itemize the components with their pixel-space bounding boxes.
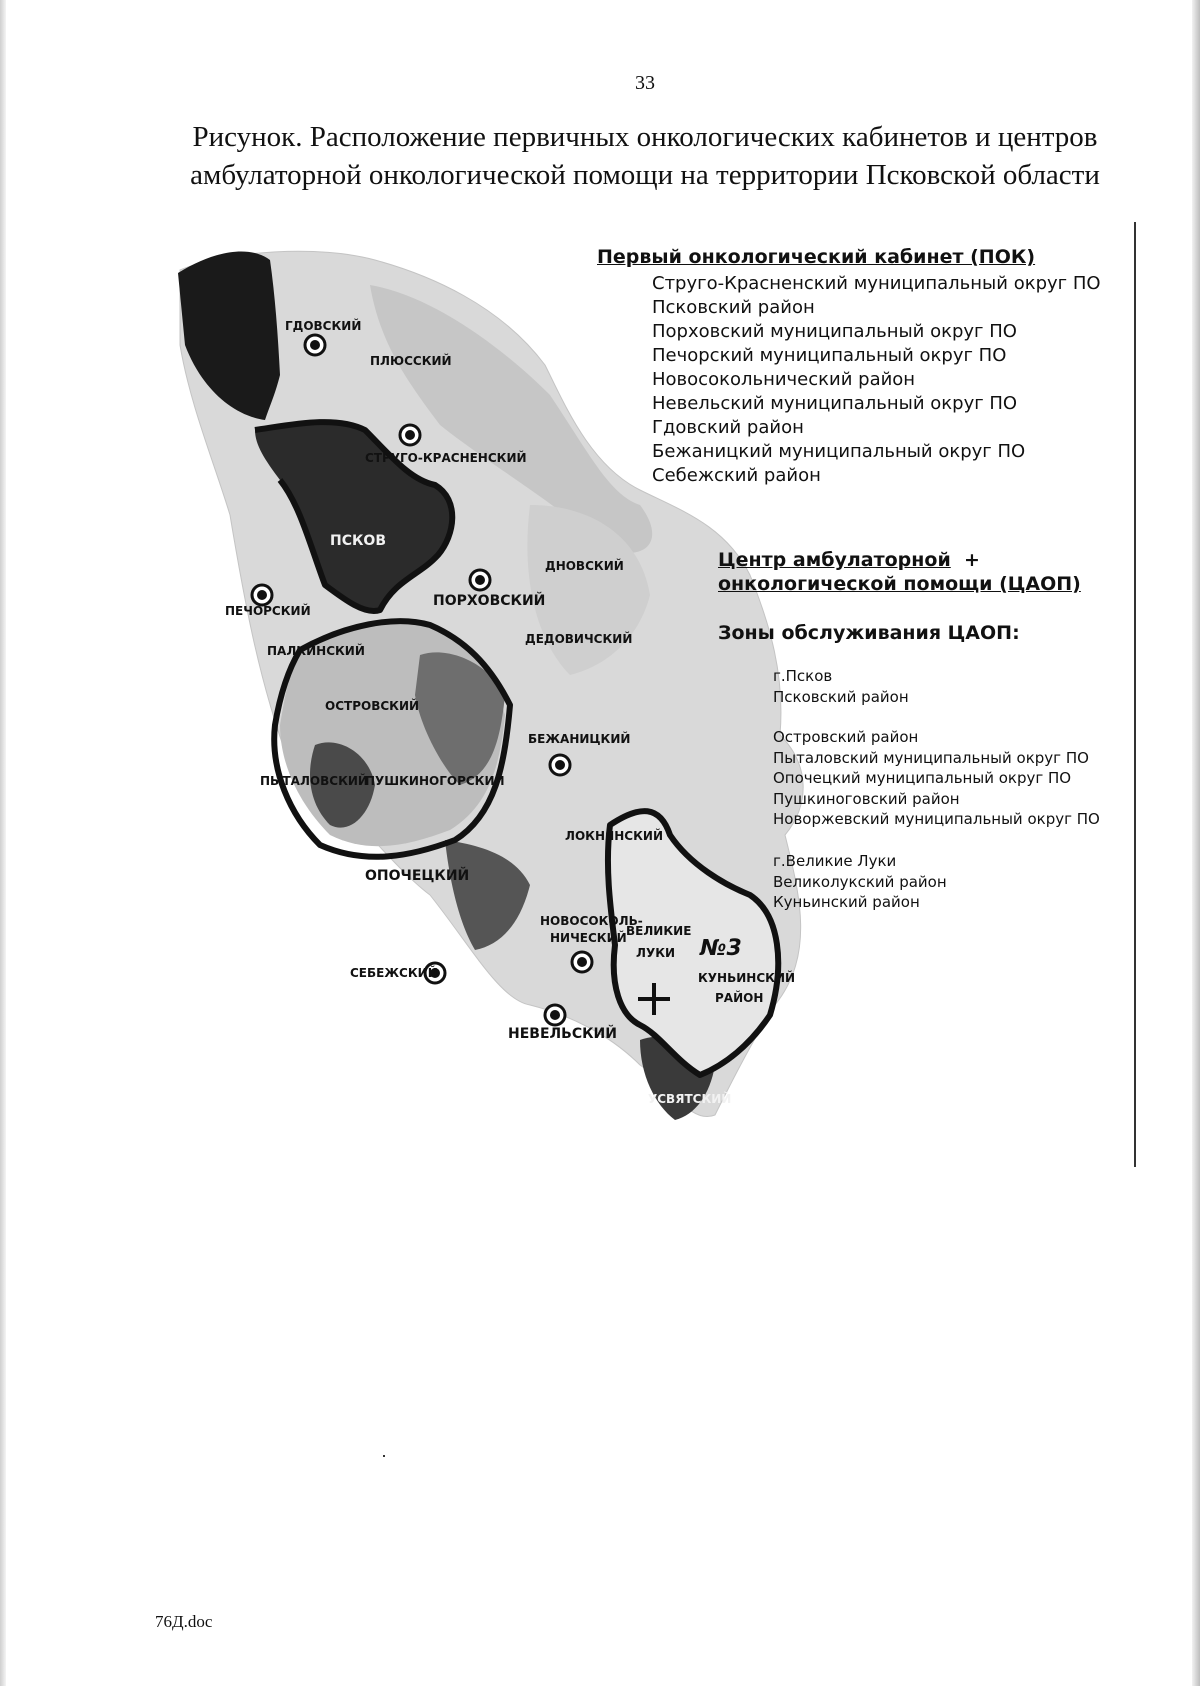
label-dedovichsky: ДЕДОВИЧСКИЙ	[525, 632, 633, 646]
pok-marker-bezhanitsy	[550, 755, 570, 775]
list-item: Псковский район	[773, 687, 909, 706]
pok-legend-list	[652, 272, 1101, 488]
pok-marker-strugo	[400, 425, 420, 445]
label-kunyinsky-1: КУНЬИНСКИЙ	[698, 971, 796, 985]
caop-zone-1-list	[773, 666, 909, 707]
list-item: г.Псков	[773, 667, 833, 685]
caop-plus-symbol: +	[964, 549, 980, 571]
label-zone-3: №3	[700, 936, 742, 961]
caop-zone-3-list	[773, 851, 947, 913]
list-item: Себежский район	[652, 465, 821, 486]
pok-marker-porkhov	[470, 570, 490, 590]
pok-marker-gdov	[305, 335, 325, 355]
list-item: Великолукский район	[773, 872, 947, 891]
label-sebezhsky: СЕБЕЖСКИЙ	[350, 966, 438, 980]
list-item: Опочецкий муниципальный округ ПО	[773, 769, 1072, 787]
list-item: Островский район	[773, 728, 919, 746]
figure-caption	[150, 118, 1140, 194]
label-pushkinogorsky: ПУШКИНОГОРСКИЙ	[365, 774, 505, 788]
label-pytalovsky: ПЫТАЛОВСКИЙ	[260, 774, 368, 788]
caption-line-2: амбулаторной онкологической помощи на территории Псковской области	[190, 159, 1100, 191]
pok-marker-novosokolniki	[572, 952, 592, 972]
label-palkinsky: ПАЛКИНСКИЙ	[267, 644, 365, 658]
pok-marker-pechory	[252, 585, 272, 605]
list-item: Невельский муниципальный округ ПО	[652, 393, 1018, 414]
caop-zone-2-list	[773, 727, 1100, 830]
label-porkhovsky: ПОРХОВСКИЙ	[433, 593, 546, 609]
label-nevelsky: НЕВЕЛЬСКИЙ	[508, 1026, 617, 1042]
caption-line-1: Рисунок. Расположение первичных онкологических кабинетов и центров	[192, 121, 1098, 153]
caop-legend-title	[718, 548, 1081, 596]
caop-title-line-1: Центр амбулаторной	[718, 549, 951, 571]
frame-line	[1134, 222, 1136, 1167]
file-name: 76Д.doc	[155, 1612, 213, 1631]
list-item: Порховский муниципальный округ ПО	[652, 321, 1017, 342]
label-velikie-1: ВЕЛИКИЕ	[626, 924, 692, 938]
list-item: Гдовский район	[652, 417, 804, 438]
list-item: Печорский муниципальный округ ПО	[652, 345, 1007, 366]
list-item: Новосокольнический район	[652, 369, 916, 390]
label-novosokol-2: НИЧЕСКИЙ	[550, 931, 627, 945]
label-plyussky: ПЛЮССКИЙ	[370, 354, 452, 368]
list-item: Бежаницкий муниципальный округ ПО	[652, 441, 1026, 462]
caop-zones-title: Зоны обслуживания ЦАОП:	[718, 622, 1020, 644]
label-bezhanitsky: БЕЖАНИЦКИЙ	[528, 732, 631, 746]
list-item: Пыталовский муниципальный округ ПО	[773, 748, 1089, 767]
label-dnovsky: ДНОВСКИЙ	[545, 559, 624, 573]
label-pechorsky: ПЕЧОРСКИЙ	[225, 604, 311, 618]
label-pskov: ПСКОВ	[330, 533, 387, 549]
stray-dot	[383, 1455, 385, 1457]
label-strugo: СТРУГО-КРАСНЕНСКИЙ	[365, 451, 527, 465]
scan-edge-right	[1192, 0, 1200, 1686]
list-item: г.Великие Луки	[773, 852, 897, 870]
caop-title-line-2: онкологической помощи (ЦАОП)	[718, 573, 1081, 595]
list-item: Псковский район	[652, 297, 815, 318]
label-kunyinsky-2: РАЙОН	[715, 991, 764, 1005]
page-number: 33	[635, 72, 655, 94]
label-ostrovsky: ОСТРОВСКИЙ	[325, 699, 420, 713]
list-item: Пушкиноговский район	[773, 789, 960, 808]
scan-edge-left	[0, 0, 6, 1686]
label-novosokol-1: НОВОСОКОЛЬ-	[540, 914, 643, 928]
list-item: Новоржевский муниципальный округ ПО	[773, 810, 1100, 828]
label-velikie-2: ЛУКИ	[636, 946, 676, 960]
label-loknyansky: ЛОКНЯНСКИЙ	[565, 829, 664, 843]
pok-marker-nevel	[545, 1005, 565, 1025]
list-item: Струго-Красненский муниципальный округ ПО	[652, 273, 1101, 294]
label-gdovsky: ГДОВСКИЙ	[285, 319, 362, 333]
pok-legend-title: Первый онкологический кабинет (ПОК)	[597, 246, 1036, 268]
list-item: Куньинский район	[773, 893, 920, 911]
label-opochetsky: ОПОЧЕЦКИЙ	[365, 868, 470, 884]
label-usvyatsky: УСВЯТСКИЙ	[648, 1092, 732, 1106]
